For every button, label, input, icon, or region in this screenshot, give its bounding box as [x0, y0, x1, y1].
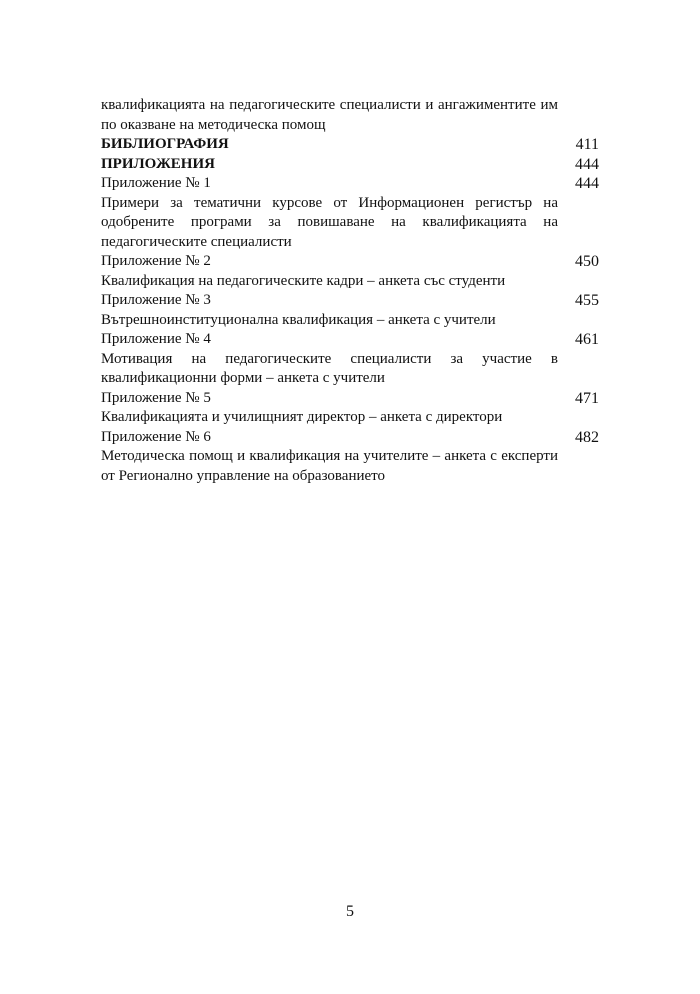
toc-entry-label: Приложение № 2	[101, 253, 211, 269]
toc-entry-page: 444	[575, 155, 599, 173]
toc-entry-appendix-1[interactable]	[101, 174, 599, 194]
toc-entry-description: Квалификация на педагогическите кадри – анкета със студенти	[101, 272, 506, 289]
toc-entry-page: 471	[575, 389, 599, 407]
toc-entry-label: Приложение № 3	[101, 292, 211, 308]
toc-entry-page: 461	[575, 331, 599, 348]
toc-entry-appendix-4[interactable]	[101, 330, 599, 350]
toc-entry-page: 450	[575, 253, 599, 270]
toc-entry-description: Методическа помощ и квалификация на учителите – анкета с експерти от Регионално управление на образованието	[101, 448, 558, 484]
toc-entry-description: Мотивация на педагогическите специалисти за участие в квалификационни форми – анкета с учители	[101, 350, 558, 386]
toc-entry-bibliography[interactable]	[101, 135, 599, 155]
toc-entry-page: 455	[575, 292, 599, 309]
toc-entry-appendix-6[interactable]	[101, 428, 599, 448]
toc-entry-description: Вътрешноинституционална квалификация – анкета с учители	[101, 311, 496, 328]
table-of-contents	[101, 96, 599, 486]
toc-entry-appendix-5[interactable]	[101, 389, 599, 409]
toc-entry-label: Приложение № 6	[101, 428, 211, 445]
toc-entry-label: Приложение № 5	[101, 389, 211, 406]
toc-entry-title: БИБЛИОГРАФИЯ	[101, 136, 229, 152]
toc-entry-appendix-2[interactable]	[101, 252, 599, 272]
toc-entry-title: ПРИЛОЖЕНИЯ	[101, 155, 215, 172]
toc-entry-label: Приложение № 1	[101, 175, 211, 191]
toc-entry-description: Квалификацията и училищният директор – анкета с директори	[101, 409, 503, 425]
toc-entry-label: Приложение № 4	[101, 331, 211, 347]
toc-entry-appendix-3[interactable]	[101, 291, 599, 311]
page-number: 5	[346, 903, 354, 920]
toc-entry-description: Примери за тематични курсове от Информационен регистър на одобрените програми за повишаване на квалификацията на педагогическите специалисти	[101, 194, 558, 250]
toc-entry-page: 482	[575, 428, 599, 446]
toc-entry-appendices[interactable]	[101, 155, 599, 175]
toc-entry-page: 411	[575, 136, 599, 153]
toc-continuation-text: квалификацията на педагогическите специалисти и ангажиментите им по оказване на методическа помощ	[101, 97, 558, 133]
toc-entry-page: 444	[575, 175, 599, 192]
